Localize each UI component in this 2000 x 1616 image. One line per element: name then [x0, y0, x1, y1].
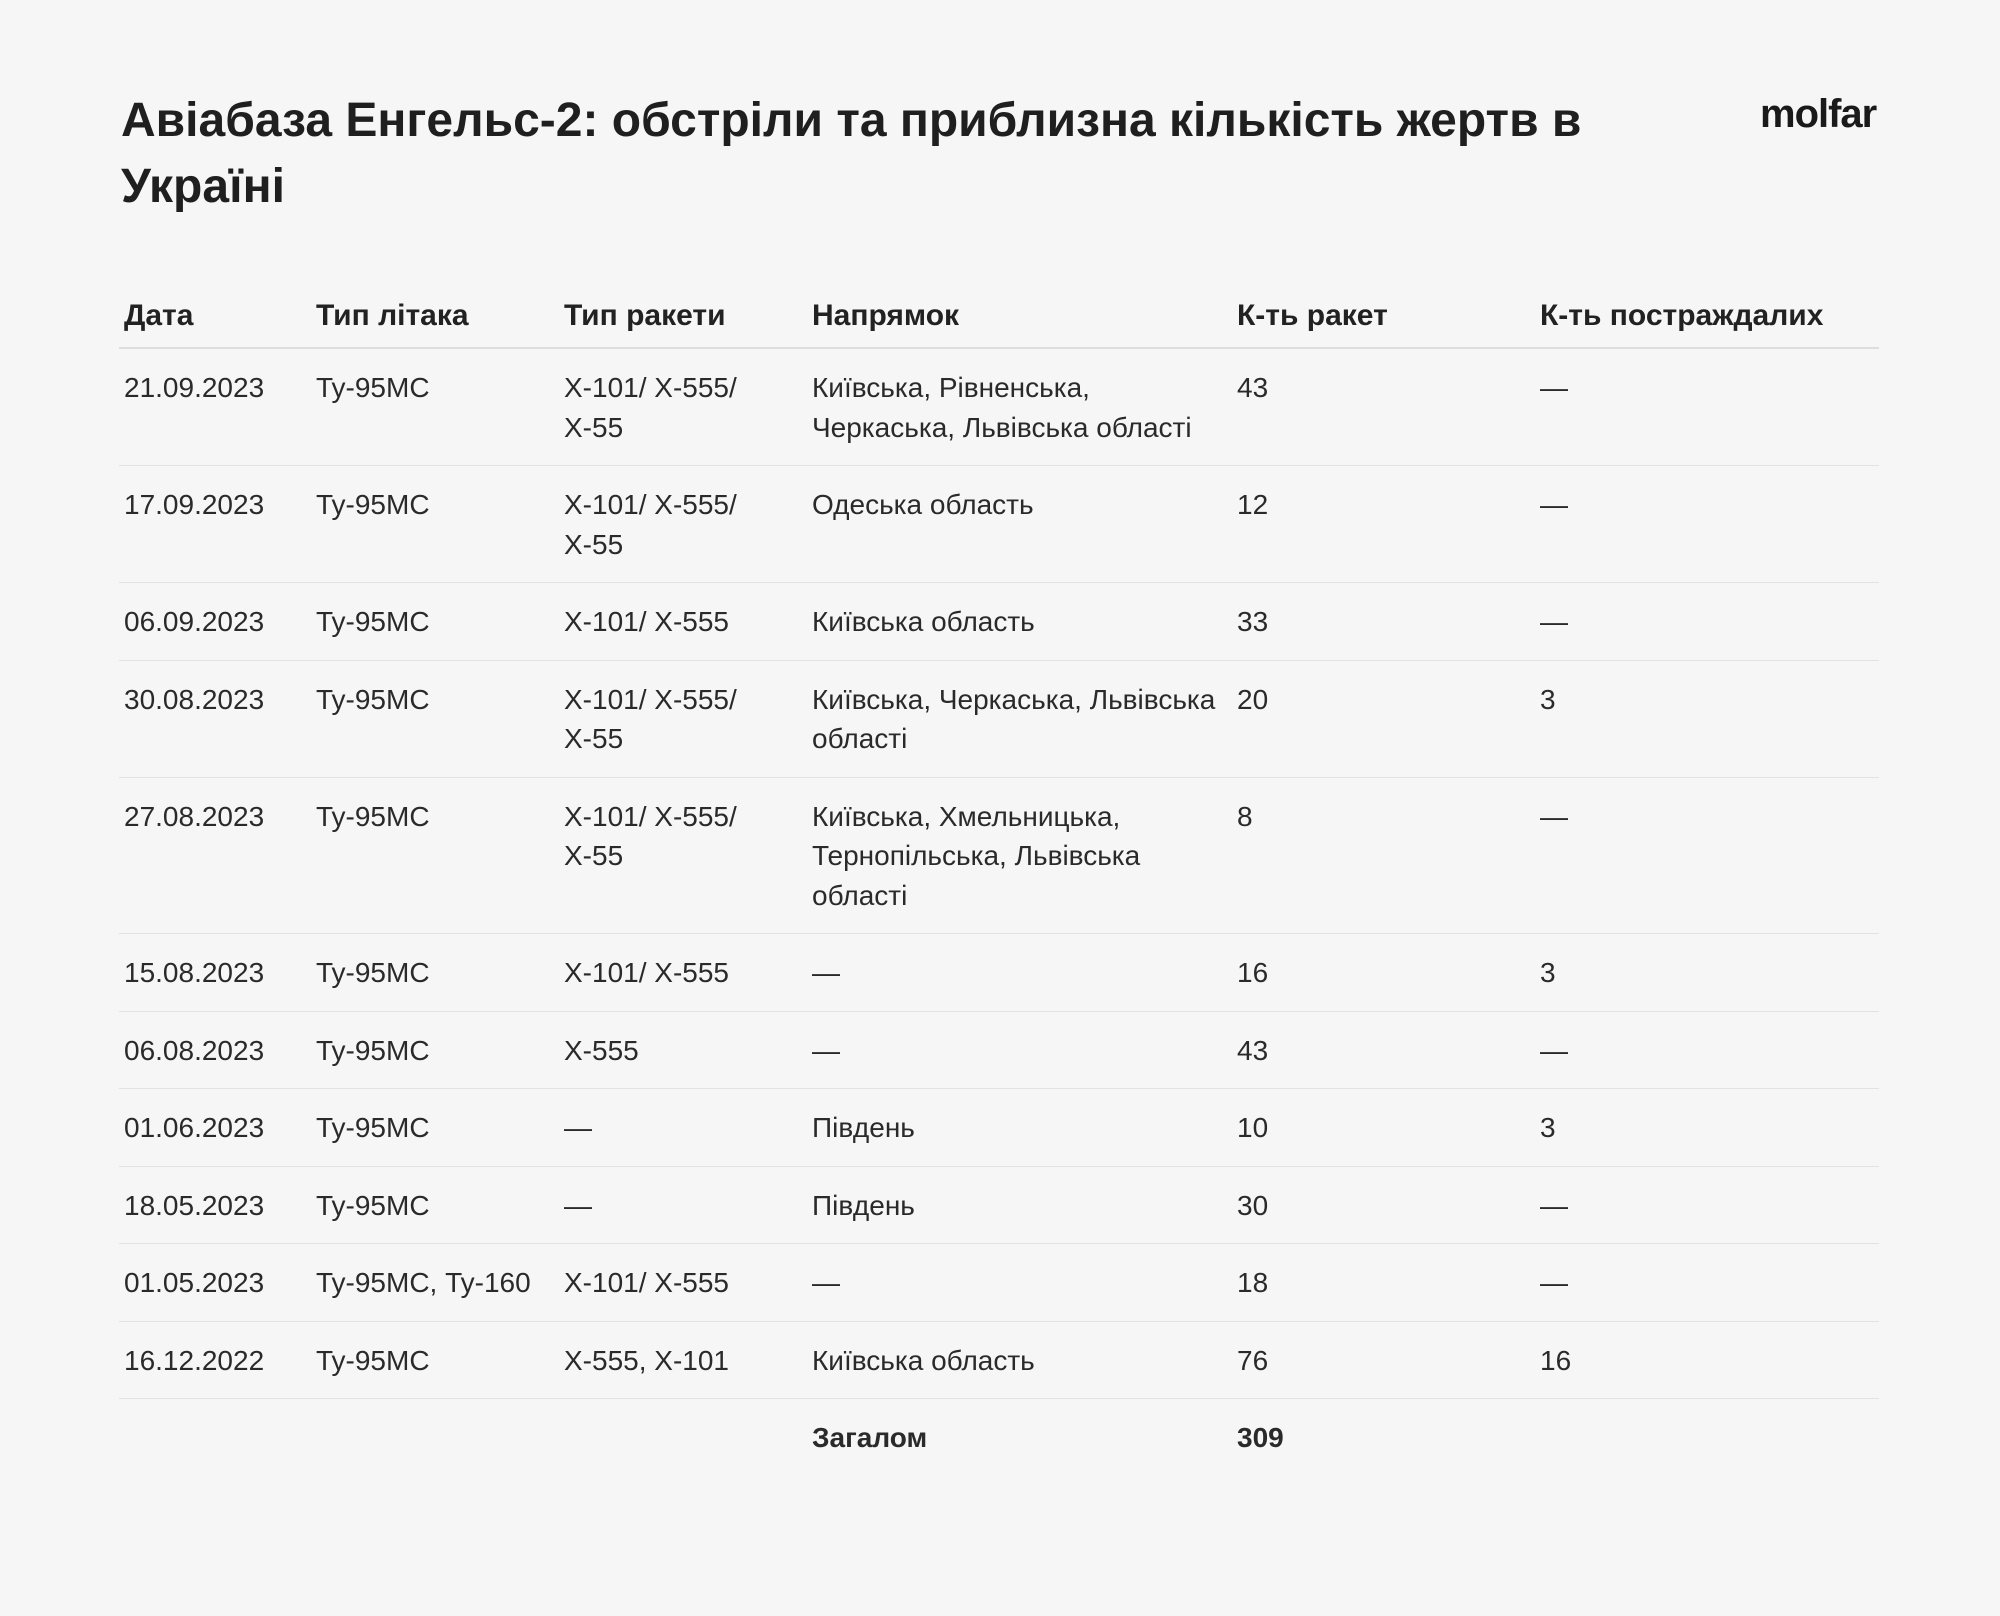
cell-missile-count: 43 [1232, 348, 1535, 466]
cell-casualties: 3 [1535, 934, 1879, 1012]
table-row [119, 348, 1879, 466]
cell-casualties: — [1535, 1011, 1879, 1089]
cell-date: 01.06.2023 [119, 1089, 311, 1167]
cell-aircraft-type: Ту-95МС [311, 1089, 559, 1167]
cell-date: 16.12.2022 [119, 1321, 311, 1399]
cell-casualties: — [1535, 1166, 1879, 1244]
empty-cell [119, 1399, 311, 1476]
cell-aircraft-type: Ту-95МС [311, 1011, 559, 1089]
table-row [119, 1321, 1879, 1399]
cell-missile-type: Х-101/ Х-555 [559, 934, 807, 1012]
cell-aircraft-type: Ту-95МС, Ту-160 [311, 1244, 559, 1322]
table-row [119, 934, 1879, 1012]
cell-casualties: — [1535, 583, 1879, 661]
cell-date: 06.09.2023 [119, 583, 311, 661]
cell-missile-type: Х-101/ Х-555/ Х-55 [559, 660, 807, 777]
cell-direction: Київська, Черкаська, Львівська області [807, 660, 1232, 777]
cell-missile-count: 76 [1232, 1321, 1535, 1399]
cell-direction: Київська область [807, 583, 1232, 661]
cell-casualties: — [1535, 1244, 1879, 1322]
table-row [119, 1166, 1879, 1244]
cell-missile-type: Х-101/ Х-555/ Х-55 [559, 777, 807, 934]
cell-aircraft-type: Ту-95МС [311, 1321, 559, 1399]
total-label: Загалом [812, 1422, 928, 1453]
table-row [119, 777, 1879, 934]
cell-aircraft-type: Ту-95МС [311, 348, 559, 466]
table-header-row [119, 282, 1879, 348]
cell-casualties: — [1535, 348, 1879, 466]
cell-date: 01.05.2023 [119, 1244, 311, 1322]
cell-direction: Київська область [807, 1321, 1232, 1399]
cell-missile-type: Х-555, Х-101 [559, 1321, 807, 1399]
cell-direction: Одеська область [807, 466, 1232, 583]
cell-direction: — [807, 1011, 1232, 1089]
cell-missile-count: 16 [1232, 934, 1535, 1012]
cell-missile-count: 10 [1232, 1089, 1535, 1167]
cell-casualties: 16 [1535, 1321, 1879, 1399]
cell-missile-type: Х-101/ Х-555/ Х-55 [559, 348, 807, 466]
table-row [119, 466, 1879, 583]
cell-missile-type: Х-555 [559, 1011, 807, 1089]
cell-casualties: 3 [1535, 1089, 1879, 1167]
cell-aircraft-type: Ту-95МС [311, 660, 559, 777]
empty-cell [311, 1399, 559, 1476]
cell-casualties: — [1535, 466, 1879, 583]
cell-missile-count: 8 [1232, 777, 1535, 934]
cell-aircraft-type: Ту-95МС [311, 1166, 559, 1244]
cell-direction: — [807, 1244, 1232, 1322]
cell-direction: Південь [807, 1089, 1232, 1167]
cell-date: 18.05.2023 [119, 1166, 311, 1244]
table-row [119, 1011, 1879, 1089]
cell-aircraft-type: Ту-95МС [311, 583, 559, 661]
empty-cell [559, 1399, 807, 1476]
cell-date: 15.08.2023 [119, 934, 311, 1012]
cell-missile-count: 33 [1232, 583, 1535, 661]
cell-direction: Південь [807, 1166, 1232, 1244]
table-row [119, 1089, 1879, 1167]
cell-missile-count: 18 [1232, 1244, 1535, 1322]
cell-direction: — [807, 934, 1232, 1012]
table-row [119, 660, 1879, 777]
cell-missile-type: Х-101/ Х-555 [559, 583, 807, 661]
cell-direction: Київська, Рівненська, Черкаська, Львівська області [807, 348, 1232, 466]
column-header-direction: Напрямок [807, 282, 1232, 348]
table-row [119, 583, 1879, 661]
column-header-missile-count: К-ть ракет [1232, 282, 1535, 348]
cell-date: 30.08.2023 [119, 660, 311, 777]
cell-aircraft-type: Ту-95МС [311, 777, 559, 934]
column-header-aircraft-type: Тип літака [311, 282, 559, 348]
cell-date: 06.08.2023 [119, 1011, 311, 1089]
column-header-casualties: К-ть постраждалих [1535, 282, 1879, 348]
table-row [119, 1244, 1879, 1322]
page-title: Авіабаза Енгельс-2: обстріли та приблизна кількість жертв в Україні [121, 94, 1582, 213]
strikes-table [119, 282, 1879, 1476]
cell-aircraft-type: Ту-95МС [311, 934, 559, 1012]
cell-casualties: — [1535, 777, 1879, 934]
empty-cell [1535, 1399, 1879, 1476]
column-header-date: Дата [119, 282, 311, 348]
cell-missile-type: — [559, 1089, 807, 1167]
column-header-missile-type: Тип ракети [559, 282, 807, 348]
cell-missile-count: 43 [1232, 1011, 1535, 1089]
cell-missile-count: 20 [1232, 660, 1535, 777]
cell-direction: Київська, Хмельницька, Тернопільська, Львівська області [807, 777, 1232, 934]
cell-missile-type: Х-101/ Х-555 [559, 1244, 807, 1322]
cell-missile-count: 30 [1232, 1166, 1535, 1244]
cell-casualties: 3 [1535, 660, 1879, 777]
cell-aircraft-type: Ту-95МС [311, 466, 559, 583]
cell-date: 27.08.2023 [119, 777, 311, 934]
cell-missile-count: 12 [1232, 466, 1535, 583]
cell-date: 17.09.2023 [119, 466, 311, 583]
cell-missile-type: — [559, 1166, 807, 1244]
cell-missile-type: Х-101/ Х-555/ Х-55 [559, 466, 807, 583]
molfar-logo: molfar [1760, 92, 1877, 136]
cell-date: 21.09.2023 [119, 348, 311, 466]
total-value: 309 [1237, 1422, 1284, 1453]
total-row [119, 1399, 1879, 1476]
